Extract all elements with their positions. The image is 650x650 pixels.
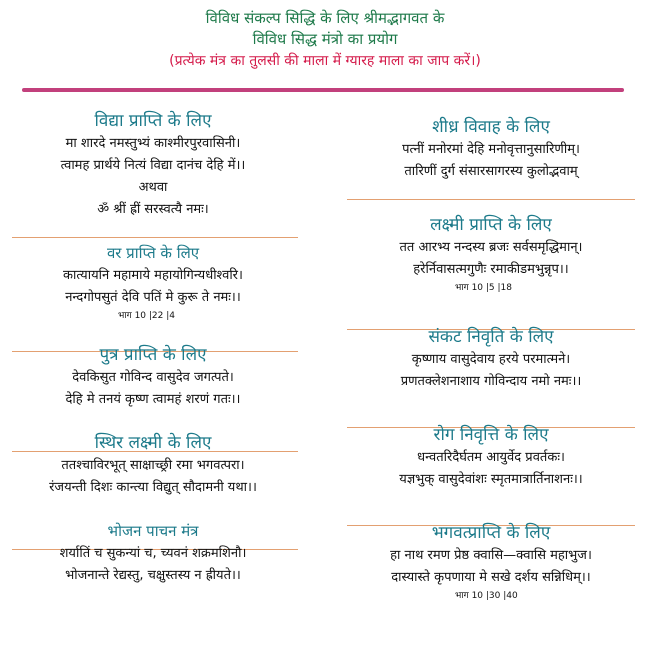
- scripture-reference: भाग 10 |22 |4: [118, 311, 176, 321]
- section-title: संकट निवृति के लिए: [428, 327, 554, 347]
- mantra-line: प्रणतक्लेशनाशाय गोविन्दाय नमो नमः।।: [400, 374, 582, 389]
- section-bhojan: [8, 519, 298, 587]
- section-title: पुत्र प्राप्ति के लिए: [99, 345, 207, 365]
- mantra-line: हरेर्निवासत्मगुणैः रमाकीडमभुन्नृप।।: [413, 262, 569, 277]
- section-title: लक्ष्मी प्राप्ति के लिए: [430, 215, 552, 235]
- mantra-line: रंजयन्ती दिशः कान्त्या विद्युत् सौदामनी यथा।।: [49, 480, 257, 495]
- left-column: [8, 105, 298, 587]
- mantra-line: तारिणीं दुर्ग संसारसागरस्य कुलोद्भवाम्: [404, 164, 578, 179]
- scripture-reference: भाग 10 |30 |40: [455, 591, 518, 601]
- section-title: शीध्र विवाह के लिए: [432, 117, 550, 137]
- mantra-line: देहि मे तनयं कृष्ण त्वामहं शरणं गतः।।: [65, 392, 241, 407]
- mantra-line: दास्यास्ते कृपणाया मे सखे दर्शय सन्निधिम्।।: [391, 570, 591, 585]
- right-column: [345, 105, 637, 603]
- mantra-line: ॐ श्रीं ह्रीं सरस्वत्यै नमः।: [97, 202, 209, 217]
- section-var: [8, 241, 298, 323]
- section-bhagavat-prapti: [345, 521, 637, 603]
- section-sthir-lakshmi: [8, 431, 298, 499]
- mantra-line: तत आरभ्य नन्दस्य ब्रजः सर्वसमृद्धिमान्।: [399, 240, 583, 255]
- mantra-line: कृष्णाय वासुदेवाय हरये परमात्मने।: [411, 352, 571, 367]
- header-note: (प्रत्येक मंत्र का तुलसी की माला में ग्यारह माला का जाप करें।): [169, 53, 481, 69]
- mantra-line: त्वामह प्रार्थये नित्यं विद्या दानंच देहि में।।: [60, 158, 246, 173]
- section-title: स्थिर लक्ष्मी के लिए: [94, 433, 212, 453]
- section-title: भगवत्प्राप्ति के लिए: [431, 523, 551, 543]
- mantra-line: शर्यातिं च सुकन्यां च, च्यवनं शक्रमशिनौ।: [59, 546, 247, 561]
- mantra-line: हा नाथ रमण प्रेष्ठ क्वासि—क्वासि महाभुज।: [390, 548, 592, 563]
- mantra-line: कात्यायनि महामाये महायोगिन्यधीश्वरि।: [63, 268, 243, 283]
- section-sankat: [345, 325, 637, 393]
- section-title: रोग निवृत्ति के लिए: [433, 425, 549, 445]
- mantra-line: भोजनान्ते रेद्यस्तु, चक्षुस्तस्य न ह्रीयते।।: [65, 568, 241, 583]
- mantra-line: पत्नीं मनोरमां देहि मनोवृत्तानुसारिणीम्।: [402, 142, 580, 157]
- mantra-line: देवकिसुत गोविन्द वासुदेव जगत्पते।: [72, 370, 234, 385]
- mantra-line: अथवा: [138, 180, 168, 195]
- section-putra: [8, 343, 298, 411]
- scripture-reference: भाग 10 |5 |18: [455, 283, 513, 293]
- header-line-1: विविध संकल्प सिद्धि के लिए श्रीमद्भागवत के: [205, 9, 445, 27]
- section-lakshmi: [345, 213, 637, 295]
- section-title: विद्या प्राप्ति के लिए: [94, 111, 212, 131]
- mantra-line: नन्दगोपसुतं देवि पतिं मे कुरू ते नमः।।: [65, 290, 241, 305]
- header-line-2: विविध सिद्ध मंत्रो का प्रयोग: [252, 30, 398, 48]
- section-divider: [12, 237, 298, 238]
- mantra-line: ततश्चाविरभूत् साक्षाच्छ्री रमा भगवत्परा।: [61, 458, 245, 473]
- section-vivah: [345, 115, 637, 183]
- header: [0, 8, 650, 72]
- mantra-line: यज्ञभुक् वासुदेवांशः स्मृतमात्रार्तिनाशनः।।: [399, 472, 583, 487]
- header-divider: [22, 88, 624, 92]
- section-rog: [345, 423, 637, 491]
- mantra-line: धन्वतरिदैर्घतम आयुर्वेद प्रवर्तकः।: [417, 450, 565, 465]
- section-title: भोजन पाचन मंत्र: [107, 522, 199, 540]
- section-divider: [347, 199, 635, 200]
- section-title: वर प्राप्ति के लिए: [106, 244, 200, 262]
- section-vidya: [8, 109, 298, 221]
- mantra-line: मा शारदे नमस्तुभ्यं काश्मीरपुरवासिनी।: [65, 136, 241, 151]
